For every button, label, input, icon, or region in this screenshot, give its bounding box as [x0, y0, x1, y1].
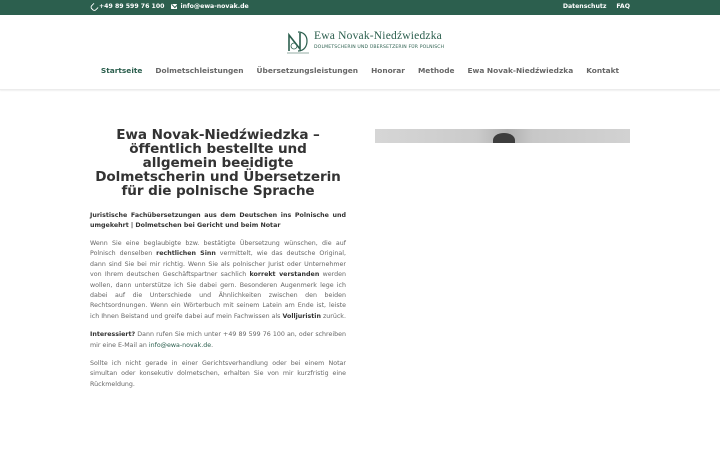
nav-kontakt[interactable]: Kontakt	[586, 66, 620, 75]
response-paragraph: Sollte ich nicht gerade in einer Gerichtsverhandlung oder bei einem Notar simultan oder konsekutiv dolmetschen, erhalten Sie von mir kurzfristig eine Rückmeldung.	[90, 360, 346, 388]
top-links	[563, 3, 630, 10]
nav-honorar[interactable]: Honorar	[371, 66, 405, 75]
phone-icon	[91, 4, 96, 9]
lead-text: Juristische Fachübersetzungen aus dem Deutschen ins Polnische und umgekehrt | Dolmetschen bei Gericht und beim Notar	[90, 212, 346, 229]
faq-link[interactable]: FAQ	[616, 3, 630, 10]
phone-number[interactable]: +49 89 599 76 100	[99, 3, 165, 10]
page-headline: Ewa Novak-Niedźwiedzka – öffentlich bestellte und allgemein beeidigte Dolmetscherin und Übersetzerin für die polnische Sprache	[95, 127, 341, 199]
phone-contact[interactable]	[91, 3, 164, 10]
contact-bold: Interessiert?	[90, 331, 136, 339]
contact-info	[91, 3, 249, 10]
logo-subtitle: DOLMETSCHERIN UND ÜBERSETZERIN FÜR POLNISCH	[314, 45, 445, 50]
intro-text-2: vermittelt, wie das deutsche Original, dann sind Sie bei mir richtig. Wenn Sie als polnischer Jurist oder Unternehmer von Ihrem deutschen Geschäftspartner sachlich	[90, 250, 347, 279]
intro-text-3: werden wollen, dann unterstütze ich Sie dabei gern. Besonderen Augenmerk lege ich dabei auf die Unterschiede und Ähnlichkeiten zwischen den beiden Rechtsordnungen. Wenn ein Wörterbuch mit seinem Latein am Ende ist, leiste ich Ihnen Beistand und greife dabei auf mein Fachwissen als	[90, 271, 346, 320]
intro-bold-2: korrekt verstanden	[249, 271, 320, 279]
email-link[interactable]: info@ewa-novak.de	[148, 341, 212, 349]
nav-startseite[interactable]: Startseite	[100, 66, 143, 75]
nav-ewa-novak[interactable]: Ewa Novak-Niedźwiedzka	[467, 66, 574, 75]
email-contact[interactable]	[171, 3, 248, 10]
intro-text-4: zurück.	[320, 312, 346, 320]
site-logo[interactable]	[285, 29, 445, 55]
contact-paragraph	[90, 330, 346, 351]
portrait-photo	[375, 129, 630, 143]
intro-bold-1: rechtlichen Sinn	[156, 250, 216, 258]
intro-text-1: Wenn Sie eine beglaubigte bzw. bestätigte Übersetzung wünschen, die auf Polnisch denselben	[90, 240, 346, 258]
mail-icon	[171, 4, 177, 9]
intro-bold-3: Volljuristin	[282, 312, 321, 320]
site-header	[0, 15, 720, 90]
nav-uebersetzungsleistungen[interactable]: Übersetzungsleistungen	[256, 66, 359, 75]
email-address[interactable]: info@ewa-novak.de	[180, 3, 249, 10]
nav-methode[interactable]: Methode	[417, 66, 455, 75]
main-nav	[0, 66, 720, 75]
logo-title: Ewa Novak-Niedźwiedzka	[314, 30, 442, 42]
logo-monogram-icon	[285, 29, 311, 55]
top-bar	[0, 0, 720, 15]
contact-text-1: Dann rufen Sie mich unter +49 89 599 76 100 an, oder schreiben mir eine E-Mail an	[90, 331, 346, 349]
datenschutz-link[interactable]: Datenschutz	[562, 3, 607, 10]
nav-dolmetschleistungen[interactable]: Dolmetschleistungen	[155, 66, 244, 75]
intro-paragraph	[90, 239, 346, 322]
contact-text-2: .	[211, 341, 214, 349]
main-content	[90, 128, 346, 390]
